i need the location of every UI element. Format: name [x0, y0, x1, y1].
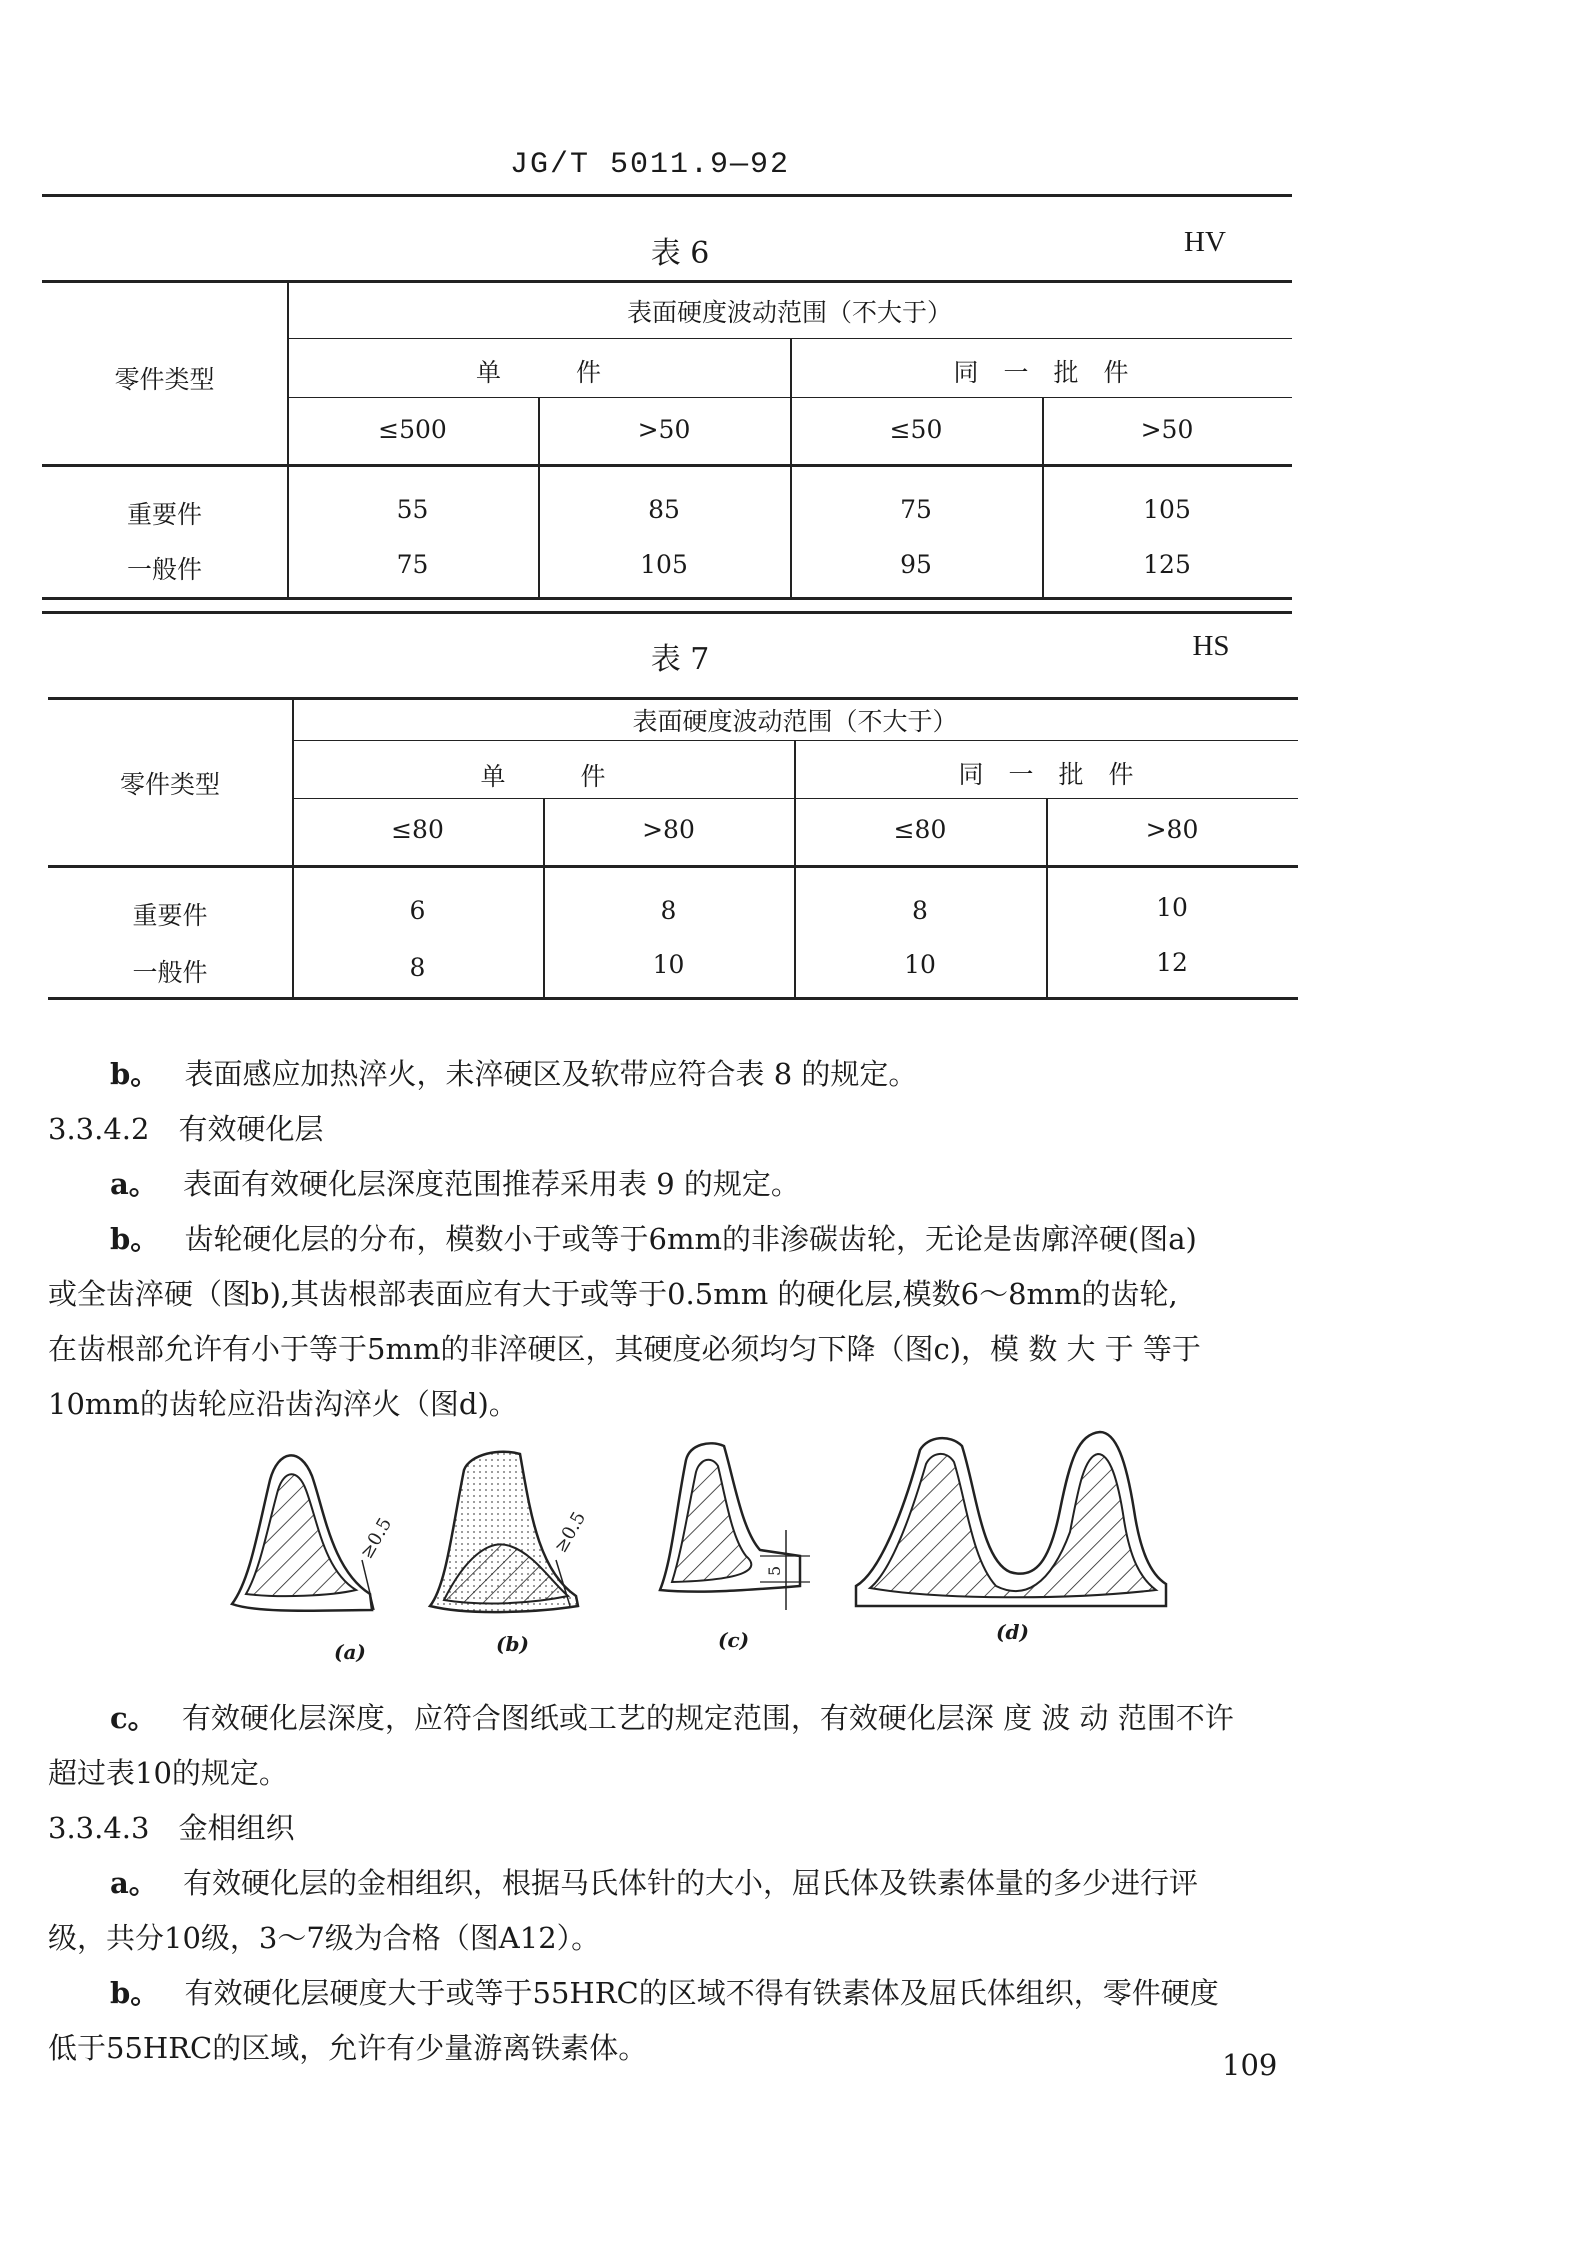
table-6-cell: 55	[396, 495, 429, 524]
paragraph-a-depth	[110, 1156, 800, 1212]
item-label: a。	[110, 1866, 158, 1900]
table-7-col-header: ≤80	[391, 815, 444, 844]
table-7-col-header: ≤80	[893, 815, 947, 844]
table-7-cell: 6	[409, 896, 426, 925]
table-7-top-rule	[48, 697, 1298, 700]
table-7-cell: 10	[1156, 893, 1188, 922]
item-label: b。	[110, 1222, 160, 1256]
table-6-sub-header: 单 件	[475, 358, 601, 387]
table-7-cell: 8	[912, 896, 928, 925]
figure-a	[232, 1455, 396, 1610]
table-7-cell: 8	[409, 953, 426, 982]
table-6-cell: 85	[648, 495, 680, 524]
table-7-cell: 8	[660, 896, 677, 925]
item-label: c。	[110, 1701, 157, 1735]
section-3-3-4-2: 3.3.4.2 有效硬化层	[48, 1112, 324, 1146]
paragraph-c-depth-range	[110, 1690, 1234, 1746]
table-7-head-rule	[48, 865, 1298, 868]
paragraph-b-induction	[110, 1046, 917, 1102]
table-6-bottom-rule	[42, 597, 1292, 600]
table-6-cell: 75	[396, 550, 429, 579]
figure-label-b: (b)	[496, 1632, 529, 1656]
table-7-group-header: 表面硬度波动范围（不大于）	[632, 707, 958, 736]
table-6-cell: 105	[1143, 495, 1191, 524]
table-6-cell: 125	[1143, 550, 1191, 579]
table-7-unit: HS	[1192, 630, 1230, 662]
paragraph-line: 低于55HRC的区域，允许有少量游离铁素体。	[48, 2031, 648, 2065]
table-7-row-header: 零件类型	[119, 770, 220, 799]
table-7-bottom-rule	[48, 997, 1298, 1000]
table-7-sub-header: 单 件	[480, 762, 606, 791]
table-6-unit: HV	[1184, 226, 1226, 258]
paragraph-line: 在齿根部允许有小于等于5mm的非淬硬区，其硬度必须均匀下降（图c)，模 数 大 于 等于	[48, 1332, 1201, 1366]
paragraph-text: 表面有效硬化层深度范围推荐采用表 9 的规定。	[183, 1167, 800, 1201]
figure-b	[430, 1452, 590, 1612]
paragraph-text: 表面感应加热淬火，未淬硬区及软带应符合表 8 的规定。	[184, 1057, 918, 1091]
table-7-caption: 表 7	[650, 642, 710, 677]
dimension-label: ≥0.5	[550, 1508, 591, 1557]
table-7-cell: 12	[1156, 948, 1188, 977]
figure-label-d: (d)	[996, 1620, 1029, 1644]
table-6-col-header: ≤500	[378, 415, 447, 444]
header-rule	[42, 194, 1292, 197]
table-7-row-label: 重要件	[132, 901, 208, 930]
paragraph-a-metallography	[110, 1855, 1198, 1911]
paragraph-text: 齿轮硬化层的分布，模数小于或等于6mm的非渗碳齿轮，无论是齿廓淬硬(图a)	[184, 1222, 1197, 1256]
paragraph-b-distribution	[110, 1211, 1197, 1267]
gear-tooth-figure	[220, 1410, 1180, 1680]
table-6-head-rule	[42, 464, 1292, 467]
figure-c	[660, 1443, 810, 1610]
table-6-top-rule	[42, 280, 1292, 283]
table-6-col-header: >50	[1140, 415, 1194, 444]
table-7-cell: 10	[904, 950, 936, 979]
item-label: a。	[110, 1167, 158, 1201]
paragraph-line: 超过表10的规定。	[48, 1756, 288, 1790]
dimension-label: ≥0.5	[356, 1514, 397, 1563]
table-6-row-label: 一般件	[126, 555, 202, 584]
table-6-group-header: 表面硬度波动范围（不大于）	[626, 298, 952, 327]
table-7-col-header: >80	[1145, 815, 1199, 844]
item-label: b。	[110, 1057, 160, 1091]
table-6-col-header: ≤50	[889, 415, 943, 444]
paragraph-b-hardness-zone	[110, 1965, 1219, 2021]
paragraph-line: 级，共分10级，3～7级为合格（图A12）。	[48, 1921, 601, 1955]
table-6-cell: 95	[900, 550, 932, 579]
dimension-label: 5	[765, 1565, 784, 1576]
paragraph-line: 10mm的齿轮应沿齿沟淬火（图d)。	[48, 1387, 518, 1421]
table-7-pre-rule	[42, 611, 1292, 614]
paragraph-text: 有效硬化层深度，应符合图纸或工艺的规定范围，有效硬化层深 度 波 动 范围不许	[181, 1701, 1234, 1735]
document-header: JG/T 5011.9—92	[509, 148, 791, 182]
figure-label-c: (c)	[718, 1628, 750, 1652]
table-6-caption: 表 6	[650, 236, 710, 271]
table-6-cell: 75	[900, 495, 932, 524]
table-7-cell: 10	[652, 950, 685, 979]
table-6-col-header: >50	[637, 415, 691, 444]
page-number: 109	[1222, 2048, 1278, 2082]
table-6-cell: 105	[640, 550, 688, 579]
table-7-sub-header: 同 一 批 件	[958, 760, 1134, 789]
paragraph-text: 有效硬化层硬度大于或等于55HRC的区域不得有铁素体及屈氏体组织，零件硬度	[184, 1976, 1219, 2010]
paragraph-text: 有效硬化层的金相组织，根据马氏体针的大小，屈氏体及铁素体量的多少进行评	[183, 1866, 1199, 1900]
table-7-col-header: >80	[642, 815, 695, 844]
table-6-sub-header: 同 一 批 件	[953, 358, 1129, 387]
figure-d	[856, 1432, 1166, 1606]
item-label: b。	[110, 1976, 160, 2010]
section-3-3-4-3: 3.3.4.3 金相组织	[48, 1811, 295, 1845]
table-6-row-header: 零件类型	[114, 365, 215, 394]
figure-label-a: (a)	[334, 1640, 366, 1664]
paragraph-line: 或全齿淬硬（图b),其齿根部表面应有大于或等于0.5mm 的硬化层,模数6～8mm的齿轮,	[48, 1277, 1178, 1311]
table-7-row-label: 一般件	[132, 958, 208, 987]
table-6-row-label: 重要件	[126, 500, 202, 529]
